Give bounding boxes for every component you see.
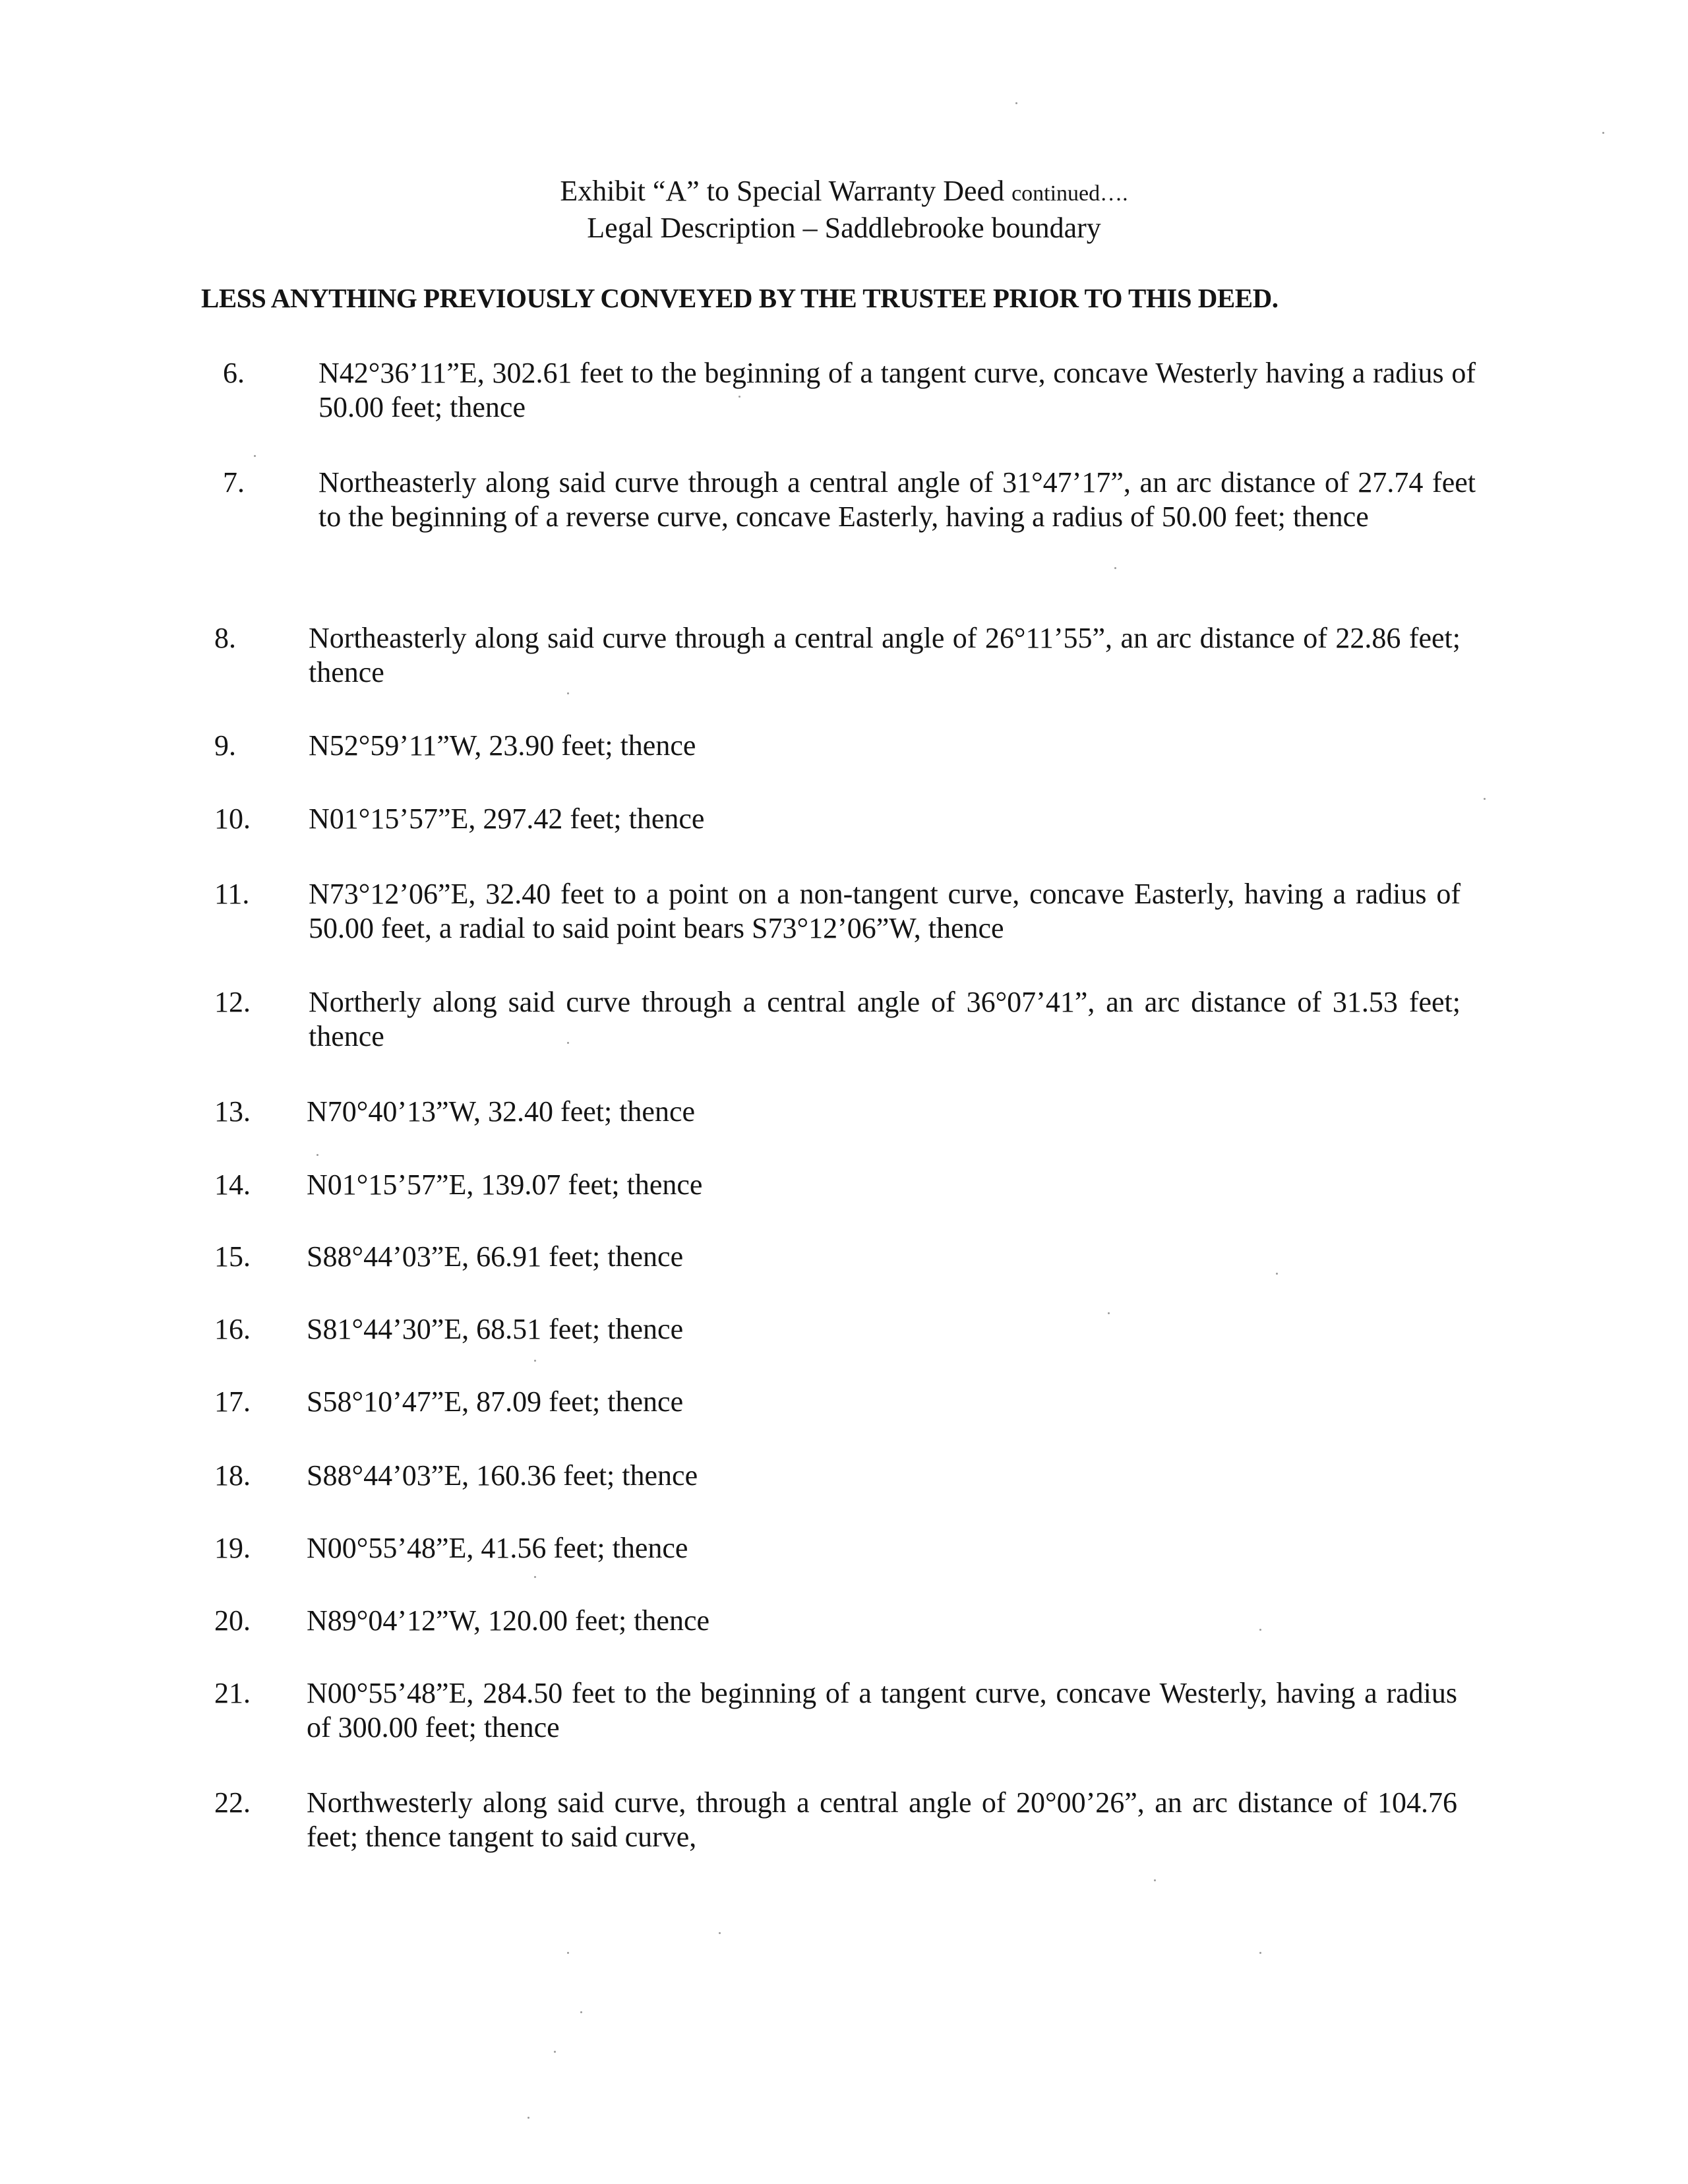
item-number: 21. (214, 1677, 251, 1709)
scan-speck (1484, 798, 1486, 800)
scan-speck (1259, 1952, 1261, 1954)
item-text: S88°44’03”E, 66.91 feet; thence (307, 1240, 684, 1273)
scan-speck (534, 1360, 536, 1362)
item-text: S58°10’47”E, 87.09 feet; thence (307, 1385, 684, 1418)
item-number: 18. (214, 1459, 251, 1492)
scan-speck (1108, 1312, 1110, 1314)
item-number: 9. (214, 729, 236, 762)
item-text: N42°36’11”E, 302.61 feet to the beginning of a tangent curve, concave Westerly having a radius of 50.00 feet; thence (318, 357, 1476, 423)
scan-speck (1154, 1879, 1156, 1881)
item-number: 7. (223, 466, 245, 499)
scan-speck (534, 1576, 536, 1578)
scan-speck (1114, 567, 1116, 569)
item-number: 8. (214, 622, 236, 654)
header-title: Exhibit “A” to Special Warranty Deed (560, 175, 1005, 207)
item-text: N73°12’06”E, 32.40 feet to a point on a non-tangent curve, concave Easterly, having a radius of 50.00 feet, a radial to said point bears S73°12’06”W, thence (309, 878, 1461, 944)
header-line-1 (0, 173, 1688, 212)
item-number: 12. (214, 986, 251, 1018)
item-number: 14. (214, 1168, 251, 1201)
item-number: 19. (214, 1532, 251, 1564)
scan-speck (528, 2117, 529, 2119)
item-text: N89°04’12”W, 120.00 feet; thence (307, 1604, 710, 1637)
scan-speck (567, 1042, 569, 1044)
scan-speck (1259, 1629, 1261, 1631)
scan-speck (316, 1154, 318, 1156)
item-number: 15. (214, 1240, 251, 1273)
scan-speck (1276, 1273, 1278, 1275)
scan-speck (254, 455, 256, 457)
item-text: N00°55’48”E, 284.50 feet to the beginning of a tangent curve, concave Westerly, having a radius of 300.00 feet; thence (307, 1677, 1457, 1744)
scan-speck (738, 396, 740, 398)
scan-speck (1602, 132, 1604, 134)
item-text: N01°15’57”E, 139.07 feet; thence (307, 1168, 703, 1201)
header-continued: continued…. (1011, 181, 1128, 206)
item-text: S88°44’03”E, 160.36 feet; thence (307, 1459, 698, 1492)
item-text: Northeasterly along said curve through a central angle of 31°47’17”, an arc distance of 27.74 feet to the beginning of a reverse curve, concave Easterly, having a radius of 50.00 feet; thence (318, 466, 1476, 533)
item-number: 10. (214, 803, 251, 835)
item-number: 6. (223, 357, 245, 389)
item-number: 22. (214, 1786, 251, 1819)
item-text: N00°55’48”E, 41.56 feet; thence (307, 1532, 688, 1564)
item-text: N52°59’11”W, 23.90 feet; thence (309, 729, 696, 762)
notice-heading: LESS ANYTHING PREVIOUSLY CONVEYED BY THE TRUSTEE PRIOR TO THIS DEED. (201, 283, 1279, 313)
item-text: N01°15’57”E, 297.42 feet; thence (309, 803, 705, 835)
item-number: 11. (214, 878, 250, 910)
item-number: 16. (214, 1313, 251, 1345)
item-text: Northeasterly along said curve through a central angle of 26°11’55”, an arc distance of 22.86 feet; thence (309, 622, 1461, 688)
item-text: S81°44’30”E, 68.51 feet; thence (307, 1313, 684, 1345)
scan-speck (567, 1952, 569, 1954)
item-number: 13. (214, 1095, 251, 1128)
item-number: 20. (214, 1604, 251, 1637)
scan-speck (719, 1932, 721, 1934)
item-number: 17. (214, 1385, 251, 1418)
scan-speck (567, 692, 569, 694)
scan-speck (580, 2011, 582, 2013)
item-text: N70°40’13”W, 32.40 feet; thence (307, 1095, 696, 1128)
scan-speck (554, 2051, 556, 2053)
scan-speck (1015, 102, 1017, 104)
item-text: Northerly along said curve through a central angle of 36°07’41”, an arc distance of 31.53 feet; thence (309, 986, 1461, 1052)
item-text: Northwesterly along said curve, through a central angle of 20°00’26”, an arc distance of 104.76 feet; thence tangent to said curve, (307, 1786, 1457, 1853)
header-line-2: Legal Description – Saddlebrooke boundary (587, 212, 1101, 244)
